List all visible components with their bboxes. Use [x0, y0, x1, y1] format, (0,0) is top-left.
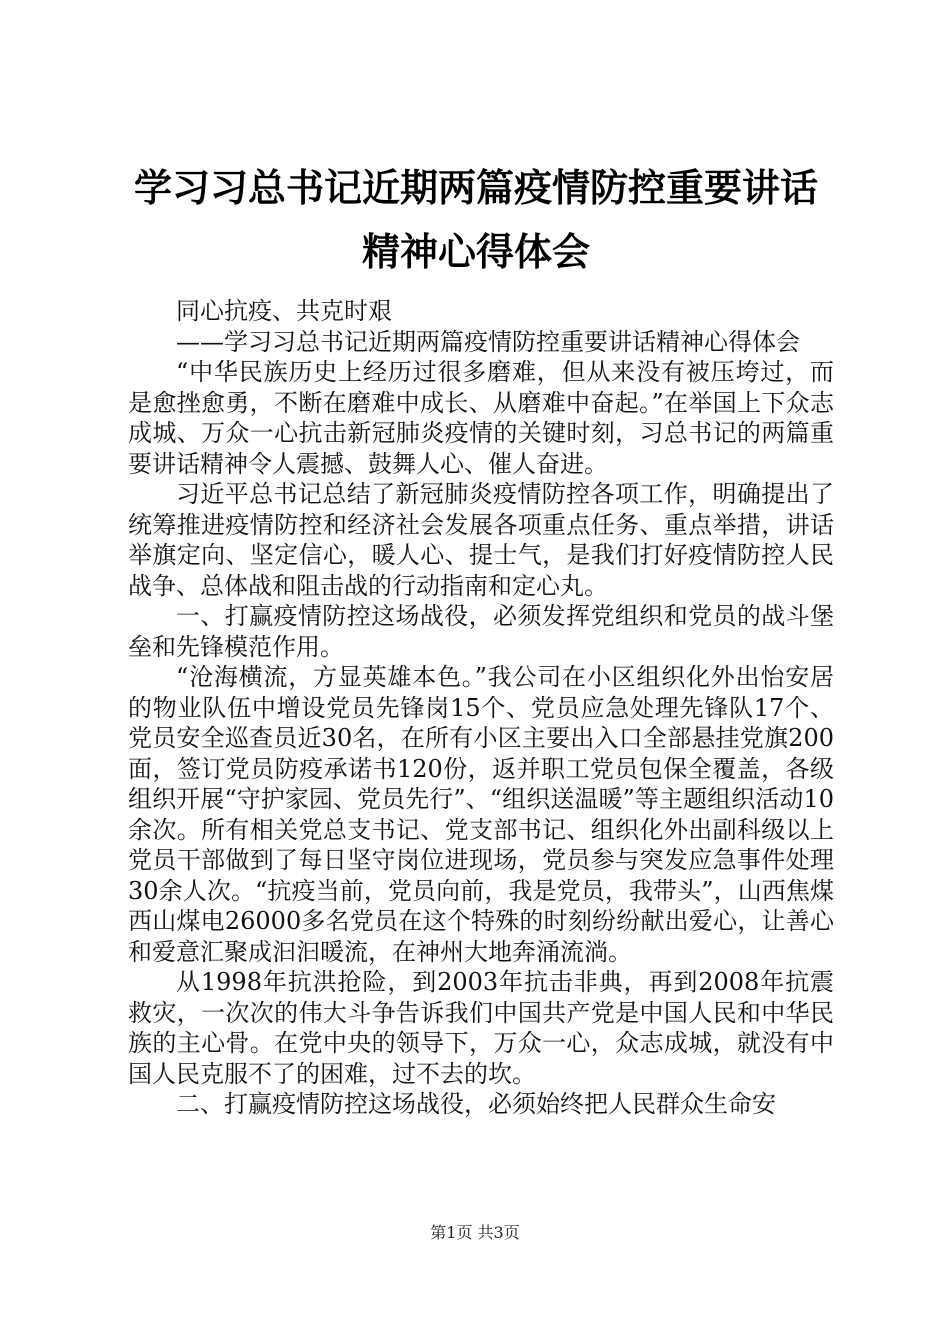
section-heading: 二、打赢疫情防控这场战役，必须始终把人民群众生命安	[176, 1090, 776, 1118]
body-paragraph: 从1998年抗洪抢险，到2003年抗击非典，再到2008年抗震救灾，一次次的伟大斗争告诉我们中国共产党是中国人民和中华民族的主心骨。在党中央的领导下，万众一心，众志成城，就没有中国人民克服不了的困难，过不去的坎。	[128, 968, 834, 1088]
document-title: 学习习总书记近期两篇疫情防控重要讲话精神心得体会	[133, 165, 818, 274]
document-body	[128, 296, 834, 1120]
page-number-footer: 第1页 共3页	[430, 1223, 520, 1242]
body-paragraph: 习近平总书记总结了新冠肺炎疫情防控各项工作，明确提出了统筹推进疫情防控和经济社会发展各项重点任务、重点举措，讲话举旗定向、坚定信心，暖人心、提士气，是我们打好疫情防控人民战争、总体战和阻击战的行动指南和定心丸。	[128, 480, 834, 600]
subtitle-line: 同心抗疫、共克时艰	[176, 297, 392, 325]
section-heading: 一、打赢疫情防控这场战役，必须发挥党组织和党员的战斗堡垒和先锋模范作用。	[128, 602, 834, 661]
subtitle-dash-line: ——学习习总书记近期两篇疫情防控重要讲话精神心得体会	[176, 327, 800, 356]
body-paragraph: “中华民族历史上经历过很多磨难，但从来没有被压垮过，而是愈挫愈勇，不断在磨难中成长、从磨难中奋起。”在举国上下众志成城、万众一心抗击新冠肺炎疫情的关键时刻，习总书记的两篇重要讲话精神令人震撼、鼓舞人心、催人奋进。	[128, 358, 834, 478]
body-paragraph: “沧海横流，方显英雄本色。”我公司在小区组织化外出怡安居的物业队伍中增设党员先锋岗15个、党员应急处理先锋队17个、党员安全巡查员近30名，在所有小区主要出入口全部悬挂党旗200面，签订党员防疫承诺书120份，返并职工党员包保全覆盖，各级组织开展“守护家园、党员先行”、“组织送温暖”等主题组织活动10余次。所有相关党总支书记、党支部书记、组织化外出副科级以上党员干部做到了每日坚守岗位进现场，党员参与突发应急事件处理30余人次。“抗疫当前，党员向前，我是党员，我带头”，山西焦煤西山煤电26000多名党员在这个特殊的时刻纷纷献出爱心，让善心和爱意汇聚成汩汩暖流，在神州大地奔涌流淌。	[128, 663, 834, 966]
